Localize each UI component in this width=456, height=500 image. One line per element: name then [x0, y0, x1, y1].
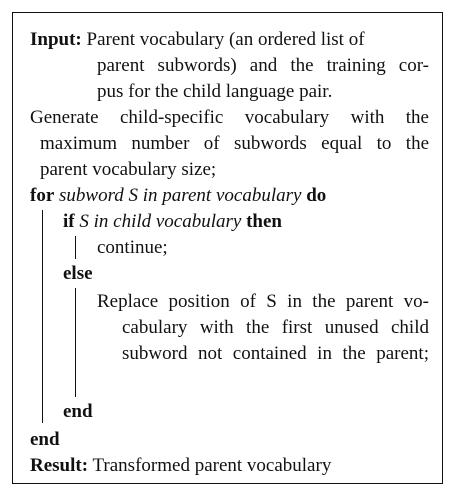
else-keyword: else	[63, 263, 93, 284]
replace-text-2: cabulary with the first unused child	[122, 317, 429, 338]
if-keyword: if	[63, 211, 75, 232]
result-text: Transformed parent vocabulary	[92, 455, 332, 476]
for-keyword: for	[30, 185, 55, 206]
if-body-bar	[75, 236, 76, 259]
then-keyword: then	[246, 211, 283, 232]
continue-statement: continue;	[97, 237, 168, 258]
input-label: Input:	[30, 29, 82, 50]
generate-text-1: Generate child-specific vocabulary with the	[30, 107, 429, 128]
end-inner-keyword: end	[63, 401, 93, 422]
input-line-1	[30, 27, 365, 53]
replace-line-1	[97, 289, 429, 315]
continue-line	[97, 235, 168, 261]
input-line-2	[97, 53, 429, 79]
result-label: Result:	[30, 455, 89, 476]
replace-text-3: subword not contained in the parent;	[122, 343, 429, 364]
else-line	[63, 261, 93, 287]
input-line-3	[97, 79, 332, 105]
generate-line-2	[40, 131, 429, 157]
end-outer-keyword: end	[30, 429, 60, 450]
input-text-1: Parent vocabulary (an ordered list of	[86, 29, 365, 50]
generate-line-1	[30, 105, 429, 131]
replace-line-3	[122, 341, 429, 367]
end-inner-line	[63, 399, 93, 425]
for-line	[30, 183, 326, 209]
generate-text-2: maximum number of subwords equal to the	[40, 133, 429, 154]
if-line	[63, 209, 282, 235]
end-outer-line	[30, 427, 60, 453]
replace-text-1: Replace position of S in the parent vo-	[97, 291, 429, 312]
if-condition: S in child vocabulary	[79, 211, 242, 232]
replace-line-2	[122, 315, 429, 341]
for-condition: subword S in parent vocabulary	[59, 185, 302, 206]
generate-line-3	[40, 157, 216, 183]
generate-text-3: parent vocabulary size;	[40, 159, 217, 180]
else-body-bar	[75, 288, 76, 397]
result-line	[30, 453, 331, 479]
input-text-2: parent subwords) and the training cor-	[97, 55, 429, 76]
for-body-bar	[42, 210, 43, 423]
do-keyword: do	[306, 185, 327, 206]
input-text-3: pus for the child language pair.	[97, 81, 333, 102]
